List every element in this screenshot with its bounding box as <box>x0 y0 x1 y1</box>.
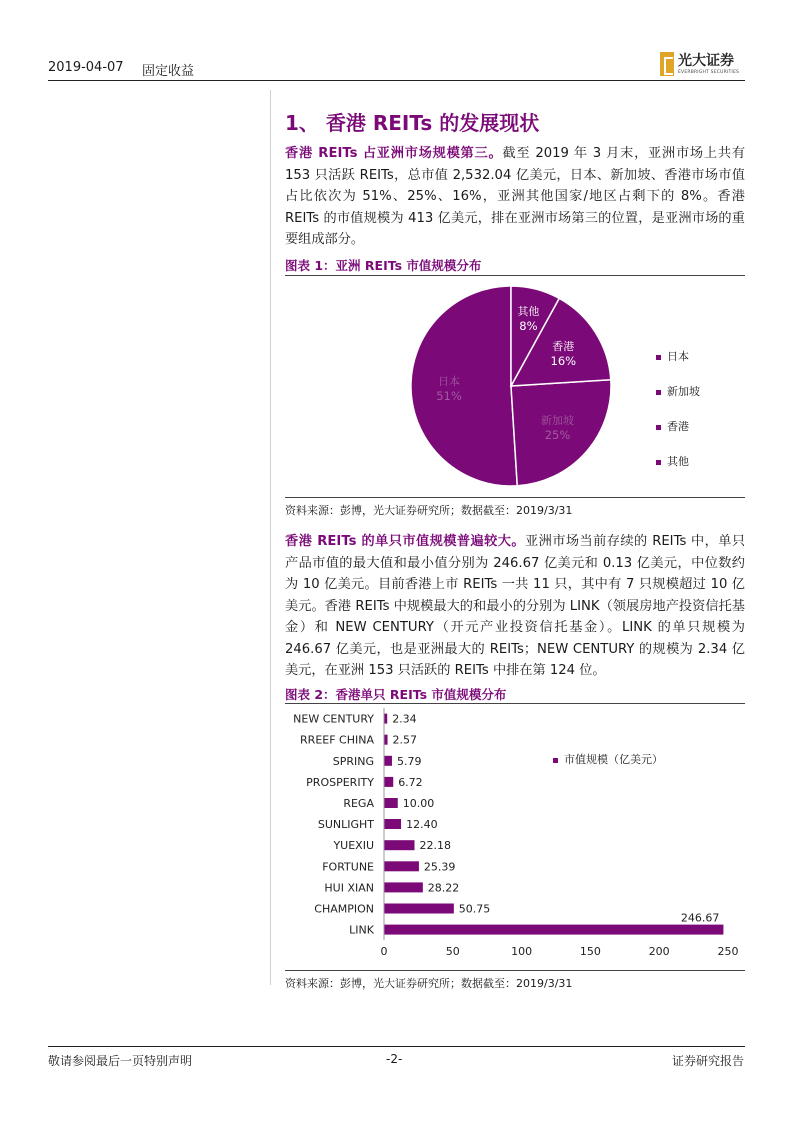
pie-legend-label: 其他 <box>667 455 689 468</box>
bar <box>384 777 393 787</box>
pie-slice-percent-label: 8% <box>519 319 538 334</box>
bar-data-label: 246.67 <box>680 911 720 925</box>
section-title: 1、 香港 REITs 的发展现状 <box>285 111 540 135</box>
footer-rule <box>48 1046 745 1047</box>
page-number: -2- <box>386 1052 403 1066</box>
bar-legend-label: 市值规模（亿美元） <box>564 753 663 766</box>
pie-legend-label: 新加坡 <box>667 385 700 398</box>
figure-1-bottom-rule <box>285 497 745 498</box>
bar <box>384 904 454 914</box>
x-tick-label: 100 <box>511 945 533 959</box>
bar-data-label: 2.34 <box>392 712 417 726</box>
logo-name: 光大证券 <box>678 53 734 69</box>
header-rule <box>48 80 745 81</box>
left-margin-rule <box>270 90 271 985</box>
pie-legend-item <box>656 418 689 434</box>
bar-chart <box>280 705 745 970</box>
bar <box>384 925 723 935</box>
footer-report-type: 证券研究报告 <box>672 1054 745 1068</box>
legend-swatch <box>553 758 558 763</box>
x-tick-label: 200 <box>648 945 670 959</box>
logo-subtitle: EVERBRIGHT SECURITIES <box>678 70 740 75</box>
header-category: 固定收益 <box>142 64 195 79</box>
bar-data-label: 10.00 <box>402 797 435 810</box>
paragraph-1-body: 截至 2019 年 3 月末，亚洲市场上共有 153 只活跃 REITs，总市值 2,532.04 亿美元，日本、新加坡、香港市场市值占比依次为 51%、25%、16%，亚洲其他国家/地区占剩下的 8%。香港 REITs 的市值规模为 413 亿美元，排在亚洲市场第三的位置，是亚洲市场的重要组成部分。 <box>285 146 746 247</box>
bar <box>384 735 388 745</box>
footer-disclaimer: 敬请参阅最后一页特别声明 <box>48 1054 193 1068</box>
header-date: 2019-04-07 <box>48 60 124 75</box>
legend-swatch <box>656 355 661 360</box>
bar <box>384 819 401 829</box>
bar <box>384 798 398 808</box>
x-tick-label: 150 <box>579 945 601 959</box>
pie-slice-percent-label: 16% <box>550 353 577 368</box>
pie-legend-item <box>656 348 689 364</box>
bar-category-label: HUI XIAN <box>324 881 374 895</box>
bar-category-label: FORTUNE <box>322 860 374 874</box>
bar <box>384 756 392 766</box>
pie-chart <box>285 278 645 494</box>
bar-category-label: CHAMPION <box>314 902 374 916</box>
bar-category-label: SPRING <box>332 754 374 768</box>
bar-data-label: 25.39 <box>423 860 456 874</box>
pie-legend-item <box>656 383 700 399</box>
figure-2-title: 图表 2：香港单只 REITs 市值规模分布 <box>285 687 507 702</box>
bar-category-label: SUNLIGHT <box>317 818 374 832</box>
pie-slice-category-label: 日本 <box>438 374 460 388</box>
figure-2-source: 资料来源：彭博，光大证券研究所；数据截至：2019/3/31 <box>285 977 573 990</box>
pie-slice-category-label: 其他 <box>517 305 540 319</box>
bar-data-label: 12.40 <box>406 818 438 831</box>
bar-category-label: NEW CENTURY <box>293 712 374 726</box>
bar <box>384 861 419 871</box>
bar-data-label: 28.22 <box>427 881 460 895</box>
pie-slice-percent-label: 25% <box>544 428 571 442</box>
bar <box>384 882 423 892</box>
bar-category-label: PROSPERITY <box>306 775 374 789</box>
figure-2-bottom-rule <box>285 970 745 971</box>
pie-slice <box>411 286 517 486</box>
pie-slice-percent-label: 51% <box>436 388 462 403</box>
figure-1-title: 图表 1：亚洲 REITs 市值规模分布 <box>285 258 482 273</box>
logo-mark-icon <box>660 52 674 76</box>
pie-slice-category-label: 香港 <box>552 339 575 353</box>
bar-category-label: YUEXIU <box>333 839 374 853</box>
legend-swatch <box>656 425 661 430</box>
paragraph-2-body: 亚洲市场当前存续的 REITs 中，单只产品市值的最大值和最小值分别为 246.67 亿美元和 0.13 亿美元，中位数约为 10 亿美元。目前香港上市 REITs 一共 11 只，其中有 7 只规模超过 10 亿美元。香港 REITs 中规模最大的和最小的分别为 LINK（领展房地产投资信托基金）和 NEW CENTURY（开元产业投资信托基金）。LINK 的单只规模为 246.67 亿美元，也是亚洲最大的 REITs；NEW CENTURY 的规模为 2.34 亿美元，在亚洲 153 只活跃的 REITs 中排在第 124 位。 <box>285 534 746 678</box>
figure-1-top-rule <box>285 275 745 276</box>
bar-data-label: 50.75 <box>458 902 491 916</box>
figure-2-top-rule <box>285 703 745 704</box>
bar <box>384 840 415 850</box>
paragraph-2-lead: 香港 REITs 的单只市值规模普遍较大。 <box>285 534 525 549</box>
bar-category-label: LINK <box>349 923 374 937</box>
paragraph-1-lead: 香港 REITs 占亚洲市场规模第三。 <box>285 146 503 161</box>
pie-legend-label: 香港 <box>667 420 689 433</box>
paragraph-1 <box>285 143 745 251</box>
paragraph-2 <box>285 531 745 682</box>
bar-legend <box>553 751 663 767</box>
x-tick-label: 250 <box>717 945 739 959</box>
legend-swatch <box>656 460 661 465</box>
bar-data-label: 22.18 <box>419 839 451 853</box>
pie-slice-category-label: 新加坡 <box>541 414 574 427</box>
company-logo <box>660 50 750 80</box>
bar-data-label: 6.72 <box>398 775 423 789</box>
bar-data-label: 2.57 <box>392 733 417 747</box>
bar-category-label: REGA <box>343 796 374 810</box>
bar-data-label: 5.79 <box>397 754 422 768</box>
bar-category-label: RREEF CHINA <box>300 733 374 747</box>
x-tick-label: 50 <box>445 945 460 959</box>
legend-swatch <box>656 390 661 395</box>
x-tick-label: 0 <box>380 945 388 959</box>
figure-1-source: 资料来源：彭博，光大证券研究所；数据截至：2019/3/31 <box>285 504 573 517</box>
pie-legend-label: 日本 <box>667 350 689 363</box>
pie-legend-item <box>656 453 689 469</box>
